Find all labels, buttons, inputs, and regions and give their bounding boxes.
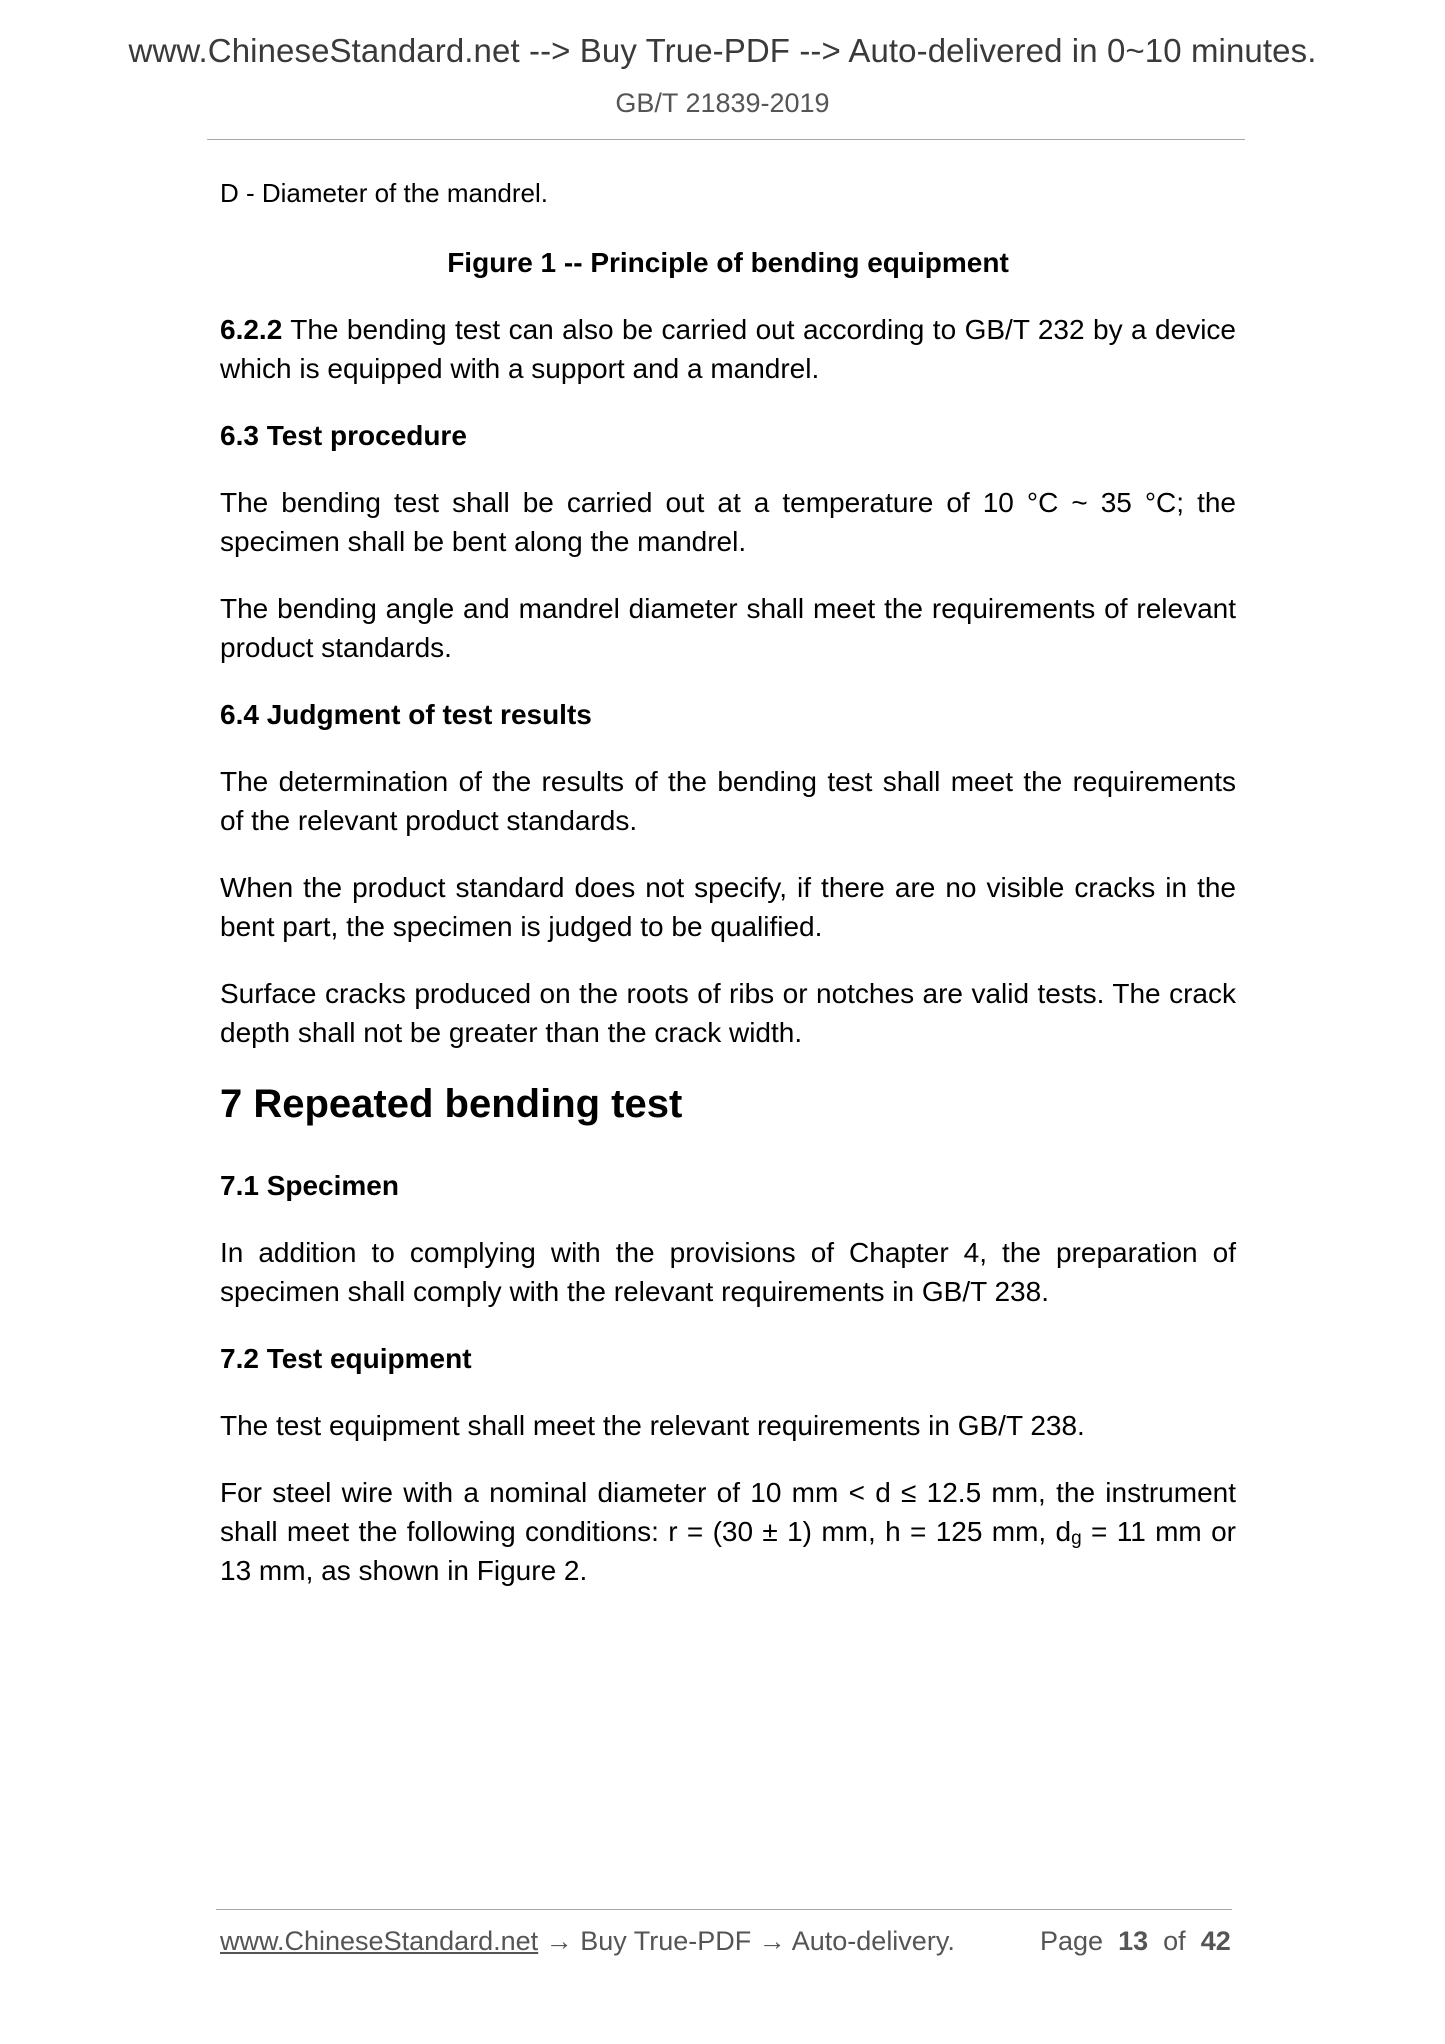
paragraph-6-4-2: When the product standard does not specify, if there are no visible cracks in the bent part, the specimen is judged to be qualified. [220, 872, 1236, 942]
legend-note-d: D - Diameter of the mandrel. [220, 178, 549, 208]
paragraph-6-2-2 [220, 310, 1236, 388]
paragraph-7-2-2-part-a: For steel wire with a nominal diameter of 10 mm < d ≤ 12.5 mm, the instrument shall meet the following conditions: r = (30 ± 1) mm, h = 125 mm, d [220, 1477, 1236, 1547]
standard-code: GB/T 21839-2019 [615, 88, 830, 118]
banner-text: www.ChineseStandard.net --> Buy True-PDF --> Auto-delivered in 0~10 minutes. [128, 32, 1317, 69]
header-divider [207, 139, 1245, 140]
footer-tagline: → Buy True-PDF → Auto-delivery. [538, 1926, 955, 1956]
paragraph-6-2-2-text: The bending test can also be carried out according to GB/T 232 by a device which is equipped with a support and a mandrel. [220, 314, 1236, 384]
paragraph-7-2-2 [220, 1473, 1236, 1590]
heading-6-4: 6.4 Judgment of test results [220, 699, 592, 730]
heading-7-2: 7.2 Test equipment [220, 1343, 472, 1374]
paragraph-7-2-2-part-b: = 11 mm or 13 mm, as shown in Figure 2. [220, 1516, 1236, 1586]
paragraph-6-4-3: Surface cracks produced on the roots of ribs or notches are valid tests. The crack depth shall not be greater than the crack width. [220, 978, 1236, 1048]
figure-caption: Figure 1 -- Principle of bending equipment [447, 247, 1009, 278]
clause-number-6-2-2: 6.2.2 [220, 314, 283, 345]
subscript-g: g [1071, 1528, 1082, 1549]
page-total: 42 [1200, 1926, 1231, 1956]
heading-7-1: 7.1 Specimen [220, 1170, 399, 1201]
page-number: 13 [1118, 1926, 1149, 1956]
heading-6-3: 6.3 Test procedure [220, 420, 467, 451]
footer-site-link[interactable]: www.ChineseStandard.net [220, 1926, 539, 1956]
paragraph-6-4-1: The determination of the results of the bending test shall meet the requirements of the relevant product standards. [220, 766, 1236, 836]
paragraph-6-3-2: The bending angle and mandrel diameter shall meet the requirements of relevant product standards. [220, 593, 1236, 663]
paragraph-6-3-1: The bending test shall be carried out at a temperature of 10 °C ~ 35 °C; the specimen shall be bent along the mandrel. [220, 487, 1236, 557]
of-label: of [1163, 1926, 1186, 1956]
page-indicator [1040, 1926, 1231, 1957]
heading-7: 7 Repeated bending test [220, 1082, 683, 1126]
paragraph-7-1: In addition to complying with the provisions of Chapter 4, the preparation of specimen shall comply with the relevant requirements in GB/T 238. [220, 1237, 1236, 1307]
document-body [220, 174, 1236, 1618]
footer-divider [216, 1909, 1232, 1910]
page-label: Page [1040, 1926, 1104, 1956]
paragraph-7-2-1: The test equipment shall meet the relevant requirements in GB/T 238. [220, 1410, 1085, 1441]
footer-links [220, 1926, 955, 1957]
